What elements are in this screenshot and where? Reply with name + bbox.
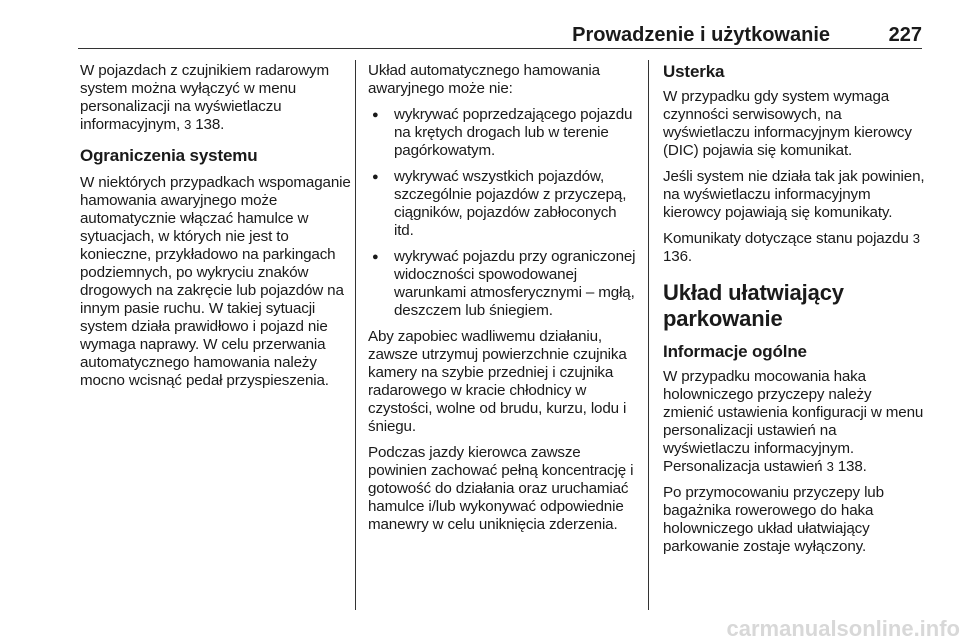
list-item: ● wykrywać wszystkich pojazdów, szczególnie pojazdów z przyczepą, ciągników, pojazdów zabłoconych itd. <box>368 168 640 240</box>
page-header <box>78 24 922 54</box>
paragraph: Aby zapobiec wadliwemu działaniu, zawsze utrzymuj powierzchnie czujnika kamery na szybie przedniej i czujnika radarowego w kracie chłodnicy w czystości, wolne od brudu, kurzu, lodu i śniegu. <box>368 328 627 435</box>
subsection-heading: Informacje ogólne <box>663 342 807 361</box>
paragraph: Jeśli system nie działa tak jak powinien, na wyświetlaczu informacyjnym kierowcy pojawiają się komunikaty. <box>663 168 925 221</box>
paragraph: W przypadku gdy system wymaga czynności serwisowych, na wyświetlaczu informacyjnym kierowcy (DIC) pojawia się komunikat. <box>663 88 912 159</box>
column-3 <box>663 62 925 564</box>
page-ref-icon: 3 <box>826 459 834 474</box>
paragraph: Podczas jazdy kierowca zawsze powinien zachować pełną koncentrację i gotowość do działania oraz uruchamiać hamulce i/lub wykonywać odpowiednie manewry w celu uniknięcia zderzenia. <box>368 444 634 533</box>
paragraph: Po przymocowaniu przyczepy lub bagażnika rowerowego do haka holowniczego układ ułatwiający parkowanie zostaje wyłączony. <box>663 484 884 555</box>
list-item: ● wykrywać poprzedzającego pojazdu na krętych drogach lub w terenie pagórkowatym. <box>368 106 640 160</box>
header-rule <box>78 48 922 49</box>
column-divider <box>355 60 356 610</box>
column-2 <box>368 62 640 542</box>
page-ref-icon: 3 <box>912 231 920 246</box>
page-ref: 138. <box>195 116 225 133</box>
paragraph: Układ automatycznego hamowania awaryjnego może nie: <box>368 62 600 97</box>
page-number: 227 <box>888 24 922 46</box>
list-item: ● wykrywać pojazdu przy ograniczonej widoczności spowodowanej warunkami atmosferycznymi – mgłą, deszczem lub śniegiem. <box>368 248 640 320</box>
column-divider <box>648 60 649 610</box>
bullet-list <box>368 106 640 320</box>
paragraph: W pojazdach z czujnikiem radarowym system można wyłączyć w menu personalizacji na wyświetlaczu informacyjnym, 3 138. <box>80 62 329 133</box>
page-ref: 138. <box>837 458 867 475</box>
section-heading: Ograniczenia systemu <box>80 146 258 165</box>
page-title: Prowadzenie i użytkowanie <box>572 24 830 46</box>
page-ref-icon: 3 <box>184 117 192 132</box>
paragraph: W przypadku mocowania haka holowniczego przyczepy należy zmienić ustawienia konfiguracji w menu personalizacji ustawień na wyświetlaczu informacyjnym. Personalizacja ustawień 3 138. <box>663 368 924 475</box>
section-heading: Usterka <box>663 62 725 81</box>
paragraph: W niektórych przypadkach wspomaganie hamowania awaryjnego może automatycznie włączać hamulce w sytuacjach, w których nie jest to konieczne, przykładowo na parkingach podziemnych, po wykryciu znaków drogowych na zakręcie lub pojazdów na innym pasie ruchu. W takiej sytuacji system działa prawidłowo i pojazd nie wymaga naprawy. W celu przerwania automatycznego hamowania należy mocno wcisnąć pedał przyspieszenia. <box>80 174 351 389</box>
watermark: carmanualsonline.info <box>726 616 960 641</box>
chapter-heading: Układ ułatwiający parkowanie <box>663 280 844 331</box>
page-ref: 136. <box>663 248 692 265</box>
paragraph: Komunikaty dotyczące stanu pojazdu 3 136. <box>663 230 920 265</box>
column-1 <box>80 62 352 398</box>
